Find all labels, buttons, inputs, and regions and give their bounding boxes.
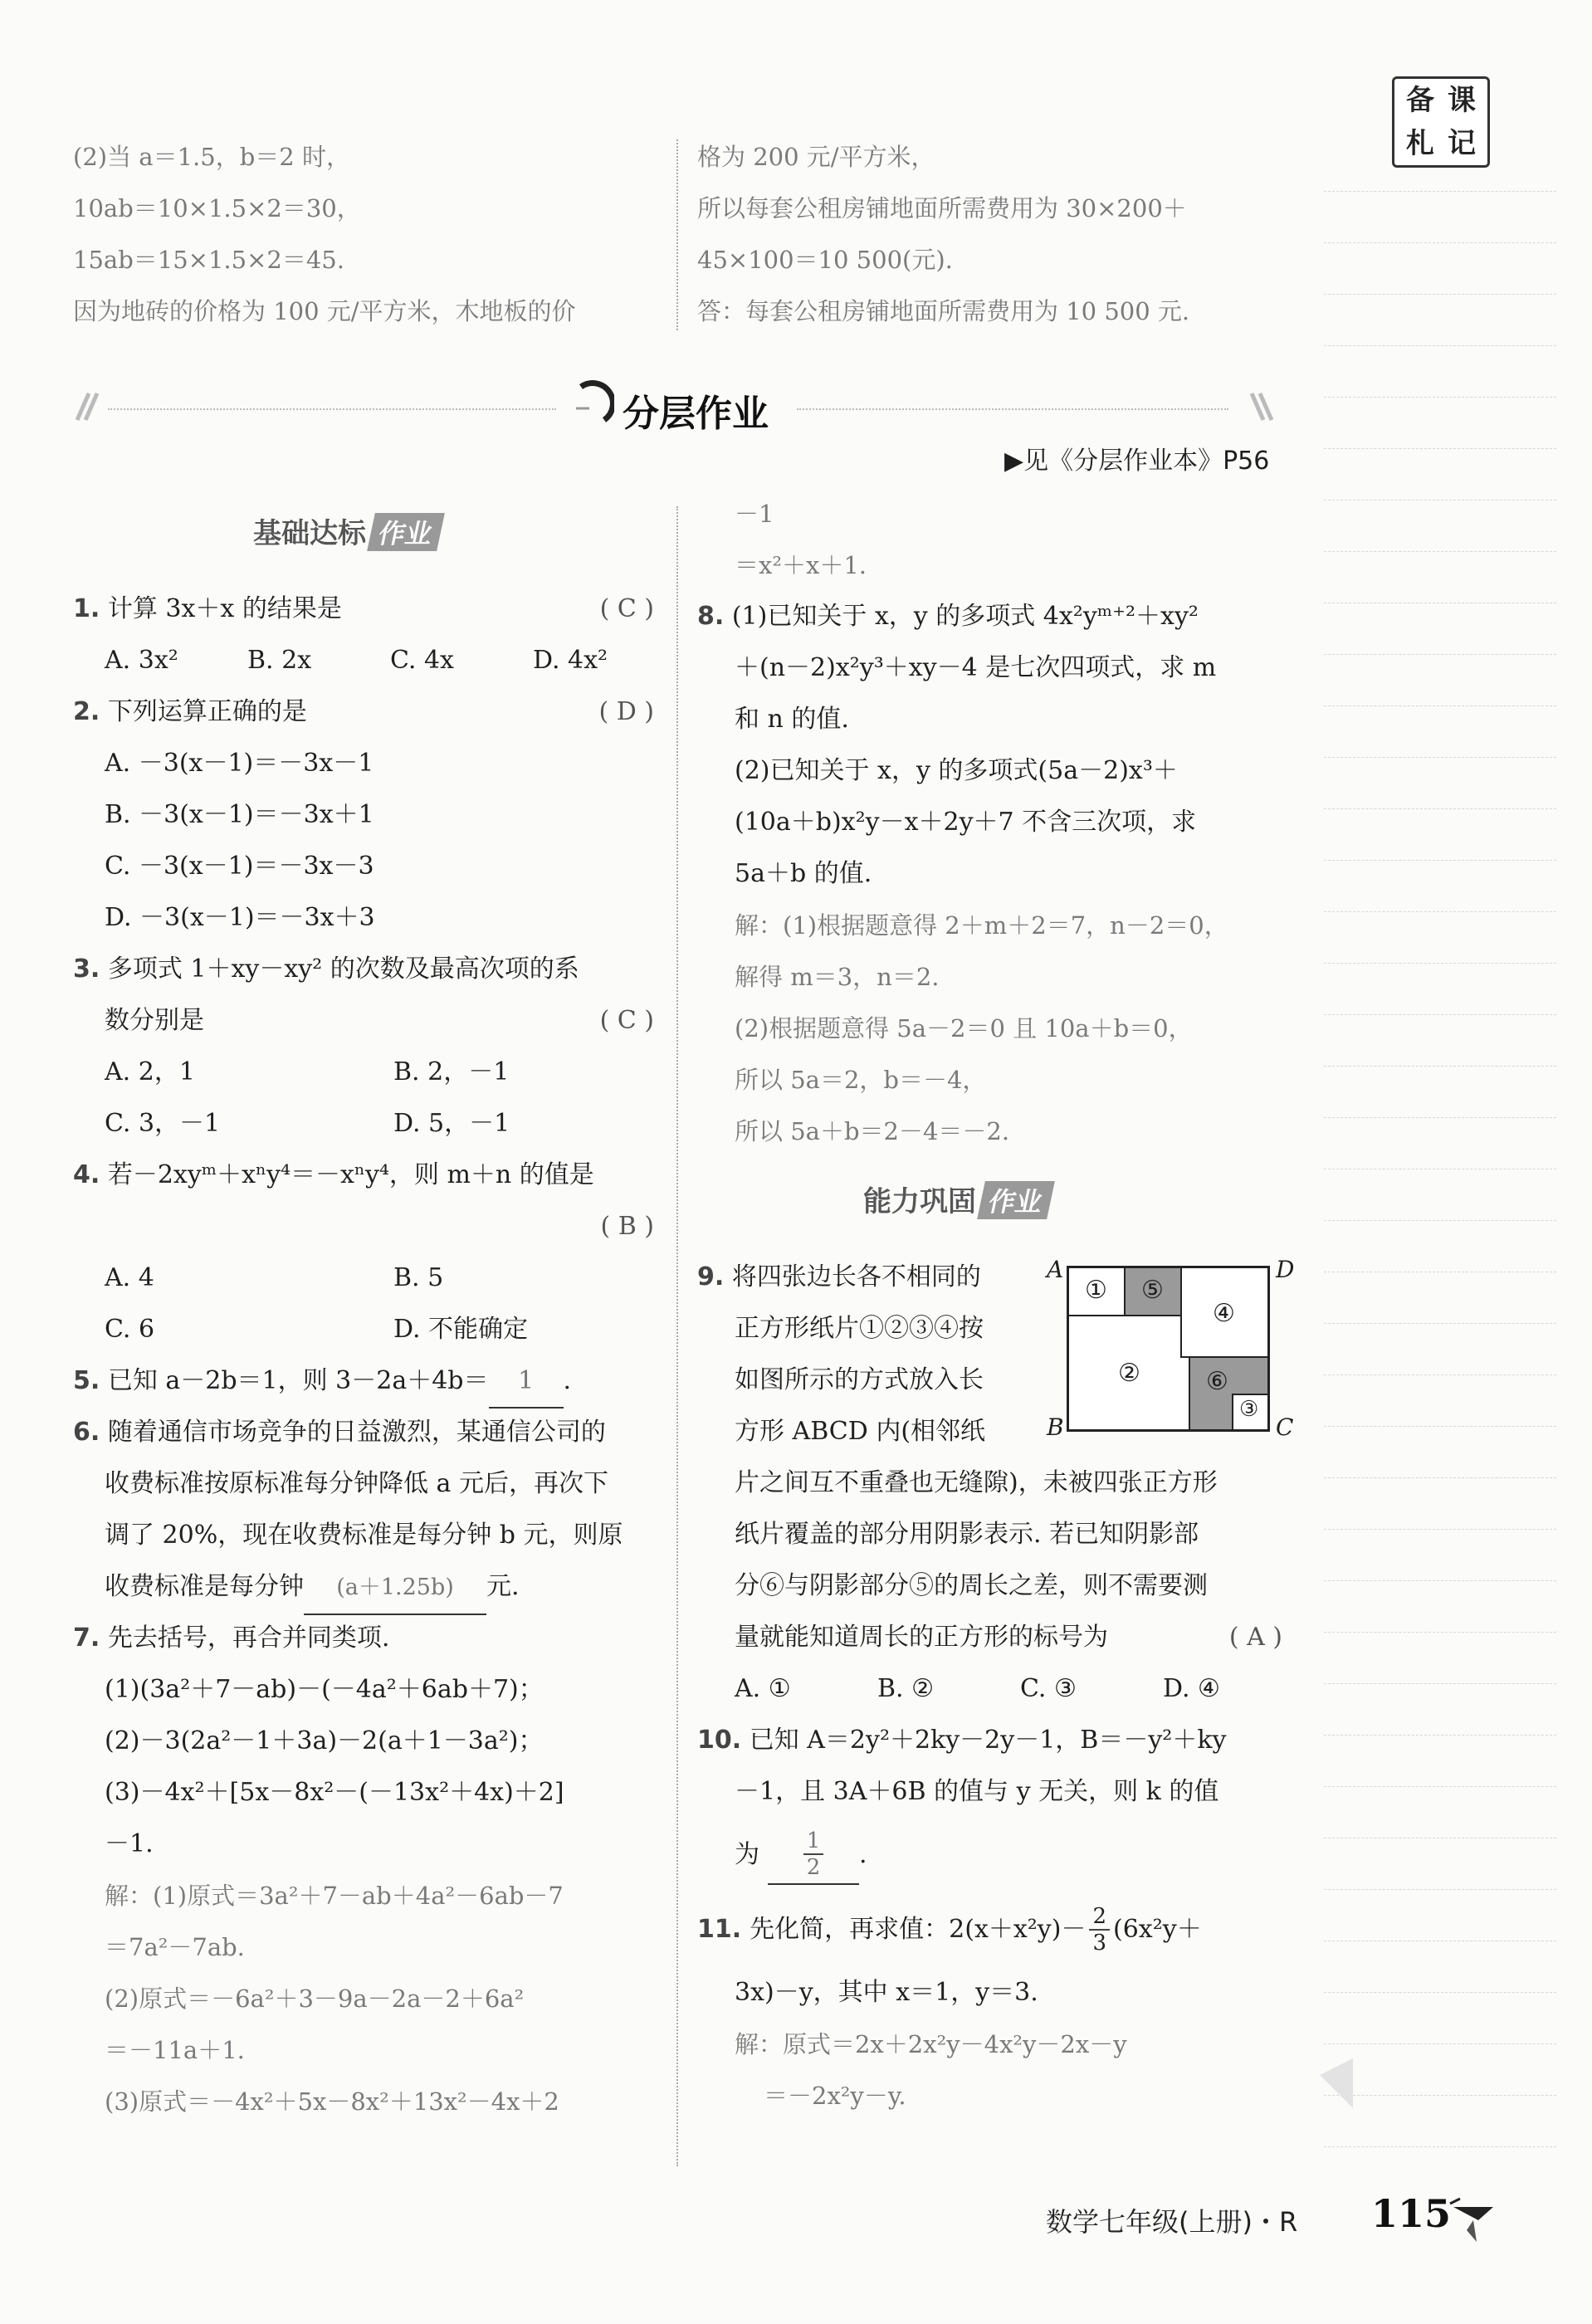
page-number: 115 bbox=[1371, 2191, 1452, 2236]
question-text: 计算 3x＋x 的结果是 bbox=[107, 594, 342, 623]
section-rule bbox=[797, 408, 1228, 410]
fraction bbox=[803, 1828, 824, 1880]
fill-blank-answer bbox=[768, 1825, 859, 1885]
note-rule-line bbox=[1324, 808, 1556, 809]
note-rule-line bbox=[1324, 191, 1556, 192]
badge-char: 备 bbox=[1406, 84, 1434, 117]
square-label: ⑤ bbox=[1141, 1276, 1164, 1305]
note-rule-line bbox=[1324, 1117, 1556, 1118]
note-rule-line bbox=[1324, 654, 1556, 655]
question-number: 7. bbox=[73, 1623, 100, 1653]
option: D. －3(x－1)＝－3x＋3 bbox=[105, 903, 375, 932]
answer-choice: ( A ) bbox=[1228, 1623, 1282, 1652]
sub-question: (1)(3a²＋7－ab)－(－4a²＋6ab＋7)； bbox=[105, 1675, 544, 1704]
question-text: 正方形纸片①②③④按 bbox=[735, 1314, 984, 1343]
lesson-notes-badge bbox=[1392, 76, 1490, 168]
question-text: 和 n 的值. bbox=[735, 705, 849, 734]
question-text: 为 bbox=[735, 1840, 759, 1869]
solution-line: 10ab＝10×1.5×2＝30， bbox=[73, 194, 361, 222]
question-number: 3. bbox=[73, 954, 100, 984]
punct: . bbox=[563, 1366, 572, 1395]
option: B. －3(x－1)＝－3x＋1 bbox=[105, 800, 374, 829]
fraction-numerator: 1 bbox=[803, 1828, 824, 1855]
note-rule-line bbox=[1324, 860, 1556, 861]
options-row bbox=[697, 1663, 1291, 1715]
sub-question: (3)－4x²＋[5x－8x²－(－13x²＋4x)＋2] bbox=[105, 1778, 564, 1807]
note-rule-line bbox=[1324, 1529, 1556, 1530]
question-3-cont bbox=[73, 995, 654, 1047]
options-row bbox=[73, 635, 654, 686]
question-4 bbox=[73, 1150, 654, 1201]
badge-char: 课 bbox=[1448, 84, 1476, 117]
question-number: 6. bbox=[73, 1418, 100, 1447]
column-divider bbox=[676, 139, 678, 330]
option: B. 2x bbox=[247, 646, 312, 675]
question-number: 4. bbox=[73, 1160, 100, 1189]
question-6-last bbox=[73, 1561, 654, 1613]
section-deco-icon bbox=[1245, 390, 1278, 423]
solution-line: (2)原式＝－6a²＋3－9a－2a－2＋6a² bbox=[105, 1985, 525, 2013]
question-text: 量就能知道周长的正方形的标号为 bbox=[735, 1623, 1108, 1652]
question-text: 如图所示的方式放入长 bbox=[735, 1365, 984, 1394]
note-rule-line bbox=[1324, 242, 1556, 243]
note-rule-line bbox=[1324, 1992, 1556, 1993]
solution-line: 15ab＝15×1.5×2＝45. bbox=[73, 246, 344, 274]
question-text: 调了 20%，现在收费标准是每分钟 b 元，则原 bbox=[105, 1521, 623, 1550]
square-label: ① bbox=[1085, 1276, 1107, 1305]
solution-line: ＝－11a＋1. bbox=[105, 2036, 245, 2064]
question-text: 若－2xyᵐ＋xⁿy⁴＝－xⁿy⁴，则 m＋n 的值是 bbox=[107, 1160, 594, 1189]
option: A. 4 bbox=[105, 1263, 154, 1292]
note-rule-line bbox=[1324, 345, 1556, 346]
square-label: ③ bbox=[1239, 1397, 1259, 1422]
question-text: 将四张边长各不相同的 bbox=[731, 1262, 981, 1291]
question-text: 5a＋b 的值. bbox=[735, 859, 872, 888]
option: C. 6 bbox=[105, 1315, 155, 1344]
option: A. 3x² bbox=[105, 646, 178, 675]
solution-line: －1 bbox=[735, 500, 774, 528]
option: C. ③ bbox=[1020, 1674, 1077, 1703]
note-rule-line bbox=[1324, 911, 1556, 912]
vertex-label: A bbox=[1047, 1256, 1064, 1283]
solution-line: (2)当 a＝1.5，b＝2 时， bbox=[73, 143, 350, 171]
square-label: ④ bbox=[1213, 1299, 1235, 1328]
question-1 bbox=[73, 583, 654, 635]
option: A. 2，1 bbox=[105, 1057, 195, 1086]
option: D. 不能确定 bbox=[393, 1315, 529, 1344]
note-rule-line bbox=[1324, 1066, 1556, 1067]
basic-level-badge bbox=[253, 510, 441, 551]
top-left-solution bbox=[73, 131, 662, 337]
book-footer: 数学七年级(上册)・R bbox=[1046, 2206, 1298, 2238]
question-text: (6x²y＋ bbox=[1113, 1915, 1202, 1944]
question-10 bbox=[697, 1715, 1291, 1766]
vertex-label: C bbox=[1276, 1413, 1294, 1441]
badge-char: 记 bbox=[1448, 127, 1476, 160]
options-row bbox=[73, 1098, 654, 1150]
section-deco-icon bbox=[71, 390, 104, 423]
question-text: 已知 a－2b＝1，则 3－2a＋4b＝ bbox=[107, 1366, 489, 1395]
section-title: 分层作业 bbox=[623, 393, 769, 435]
note-rule-line bbox=[1324, 1374, 1556, 1375]
punct: . bbox=[859, 1840, 867, 1869]
option: C. 3，－1 bbox=[105, 1109, 221, 1138]
question-number: 8. bbox=[697, 602, 725, 631]
answer-choice: ( D ) bbox=[598, 697, 654, 726]
question-text: 纸片覆盖的部分用阴影表示. 若已知阴影部 bbox=[735, 1520, 1199, 1549]
note-rule-line bbox=[1324, 397, 1556, 398]
answer-choice: ( C ) bbox=[599, 1006, 654, 1035]
option: A. －3(x－1)＝－3x－1 bbox=[105, 749, 374, 778]
question-number: 11. bbox=[697, 1915, 742, 1944]
question-number: 5. bbox=[73, 1366, 100, 1395]
question-9-last bbox=[697, 1612, 1291, 1663]
top-right-solution bbox=[697, 131, 1295, 337]
sub-question: －1. bbox=[105, 1829, 154, 1858]
sub-question: (2)－3(2a²－1＋3a)－2(a＋1－3a²)； bbox=[105, 1726, 544, 1755]
vertex-label: B bbox=[1047, 1413, 1064, 1441]
question-text: (2)已知关于 x，y 的多项式(5a－2)x³＋ bbox=[735, 756, 1178, 785]
question-text: 先化简，再求值：2(x＋x²y)－ bbox=[750, 1915, 1087, 1944]
options-row bbox=[73, 1304, 654, 1355]
ability-level-badge bbox=[863, 1179, 1051, 1219]
question-text: 数分别是 bbox=[105, 1006, 204, 1035]
question-text: 已知 A＝2y²＋2ky－2y－1，B＝－y²＋ky bbox=[749, 1726, 1227, 1755]
options-row bbox=[73, 1252, 654, 1304]
note-rule-line bbox=[1324, 1786, 1556, 1787]
note-rule-line bbox=[1324, 2095, 1556, 2096]
question-number: 1. bbox=[73, 594, 100, 623]
note-rule-line bbox=[1324, 1323, 1556, 1324]
note-rule-line bbox=[1324, 757, 1556, 758]
question-text: 收费标准按原标准每分钟降低 a 元后，再次下 bbox=[105, 1469, 608, 1498]
square-label: ② bbox=[1118, 1359, 1140, 1388]
solution-line: ＝7a²－7ab. bbox=[105, 1933, 245, 1961]
answer-choice: ( C ) bbox=[599, 594, 654, 623]
answer-choice: ( B ) bbox=[600, 1212, 654, 1241]
fraction-denominator: 3 bbox=[1092, 1931, 1107, 1955]
option: D. 4x² bbox=[533, 646, 608, 675]
note-rule-line bbox=[1324, 2146, 1556, 2147]
fraction-numerator: 2 bbox=[1089, 1904, 1110, 1931]
note-rule-line bbox=[1324, 1580, 1556, 1581]
question-text: －1，且 3A＋6B 的值与 y 无关，则 k 的值 bbox=[735, 1777, 1219, 1806]
question-text: 随着通信市场竞争的日益激烈，某通信公司的 bbox=[107, 1418, 606, 1447]
question-3 bbox=[73, 944, 654, 995]
note-rule-line bbox=[1324, 1889, 1556, 1890]
badge-tag: 作业 bbox=[367, 513, 445, 551]
question-7 bbox=[73, 1613, 654, 1664]
note-rule-line bbox=[1324, 1683, 1556, 1684]
note-rule-line bbox=[1324, 2043, 1556, 2044]
arrow-deco-icon bbox=[1448, 2195, 1498, 2245]
left-column bbox=[73, 583, 654, 2127]
options-row bbox=[73, 1047, 654, 1098]
answer-line bbox=[73, 1201, 654, 1252]
question-text: 多项式 1＋xy－xy² 的次数及最高次项的系 bbox=[107, 954, 579, 984]
notes-ruled-area bbox=[1324, 191, 1556, 2216]
option: C. －3(x－1)＝－3x－3 bbox=[105, 852, 374, 881]
fill-blank-answer: 1 bbox=[489, 1355, 564, 1409]
fill-blank-answer: (a＋1.25b) bbox=[304, 1562, 486, 1615]
note-rule-line bbox=[1324, 551, 1556, 552]
workbook-reference: ▶见《分层作业本》P56 bbox=[1004, 447, 1270, 476]
note-rule-line bbox=[1324, 294, 1556, 295]
section-rule bbox=[108, 408, 556, 410]
question-number: 2. bbox=[73, 697, 100, 726]
column-divider bbox=[676, 506, 678, 2166]
note-rule-line bbox=[1324, 1426, 1556, 1427]
question-text: 收费标准是每分钟 bbox=[105, 1572, 304, 1601]
solution-line: (2)根据题意得 5a－2＝0 且 10a＋b＝0， bbox=[735, 1014, 1193, 1042]
question-2 bbox=[73, 686, 654, 738]
solution-line: ＝－2x²y－y. bbox=[764, 2082, 906, 2110]
section-swoosh-icon bbox=[573, 380, 614, 430]
right-column bbox=[697, 488, 1282, 1157]
solution-line: 解得 m＝3，n＝2. bbox=[735, 963, 940, 991]
solution-line: 解：(1)根据题意得 2＋m＋2＝7，n－2＝0， bbox=[735, 911, 1228, 940]
note-rule-line bbox=[1324, 1014, 1556, 1015]
solution-line: 答：每套公租房铺地面所需费用为 10 500 元. bbox=[697, 297, 1190, 325]
option: D. ④ bbox=[1163, 1674, 1220, 1703]
question-10-answer bbox=[697, 1818, 1291, 1892]
question-text: 片之间互不重叠也无缝隙)，未被四张正方形 bbox=[735, 1468, 1218, 1497]
badge-main: 基础达标 bbox=[253, 517, 366, 550]
question-number: 9. bbox=[697, 1262, 725, 1291]
solution-line: 格为 200 元/平方米， bbox=[697, 143, 935, 171]
option: B. 2，－1 bbox=[393, 1057, 510, 1086]
question-text: 元. bbox=[486, 1572, 520, 1601]
solution-line: 因为地砖的价格为 100 元/平方米，木地板的价 bbox=[73, 297, 576, 325]
question-text: 3x)－y，其中 x＝1，y＝3. bbox=[735, 1978, 1038, 2007]
question-5 bbox=[73, 1355, 654, 1407]
rectangle-abcd-figure bbox=[1047, 1256, 1295, 1441]
question-6 bbox=[73, 1407, 654, 1458]
question-text: 下列运算正确的是 bbox=[107, 697, 307, 726]
solution-line: 所以每套公租房铺地面所需费用为 30×200＋ bbox=[697, 194, 1187, 222]
note-rule-line bbox=[1324, 1477, 1556, 1478]
question-number: 10. bbox=[697, 1726, 742, 1755]
solution-line: 所以 5a＋b＝2－4＝－2. bbox=[735, 1117, 1010, 1145]
question-text: 分⑥与阴影部分⑤的周长之差，则不需要测 bbox=[735, 1571, 1208, 1600]
badge-main: 能力巩固 bbox=[863, 1185, 976, 1218]
note-rule-line bbox=[1324, 1735, 1556, 1736]
option: C. 4x bbox=[390, 646, 454, 675]
question-text: (10a＋b)x²y－x＋2y＋7 不含三次项，求 bbox=[735, 808, 1197, 837]
question-text: (1)已知关于 x，y 的多项式 4x²yᵐ⁺²＋xy² bbox=[731, 602, 1199, 631]
badge-tag: 作业 bbox=[977, 1181, 1055, 1219]
badge-char: 札 bbox=[1406, 127, 1434, 160]
question-8 bbox=[697, 591, 1282, 642]
note-rule-line bbox=[1324, 1220, 1556, 1221]
note-rule-line bbox=[1324, 963, 1556, 964]
page-corner-deco-icon bbox=[1320, 2058, 1353, 2108]
vertex-label: D bbox=[1276, 1256, 1295, 1283]
solution-line: ＝x²＋x＋1. bbox=[735, 551, 867, 579]
solution-line: (3)原式＝－4x²＋5x－8x²＋13x²－4x＋2 bbox=[105, 2087, 559, 2116]
note-rule-line bbox=[1324, 448, 1556, 449]
solution-line: 解：(1)原式＝3a²＋7－ab＋4a²－6ab－7 bbox=[105, 1882, 564, 1910]
solution-line: 解：原式＝2x＋2x²y－4x²y－2x－y bbox=[735, 2030, 1127, 2058]
option: D. 5，－1 bbox=[393, 1109, 510, 1138]
fraction-denominator: 2 bbox=[806, 1855, 821, 1880]
question-text: 方形 ABCD 内(相邻纸 bbox=[735, 1417, 986, 1446]
solution-line: 所以 5a＝2，b＝－4， bbox=[735, 1066, 987, 1094]
question-11 bbox=[697, 1892, 1291, 1967]
option: B. 5 bbox=[393, 1263, 444, 1292]
question-text: ＋(n－2)x²y³＋xy－4 是七次四项式，求 m bbox=[735, 653, 1217, 682]
fraction bbox=[1089, 1904, 1110, 1955]
option: A. ① bbox=[735, 1674, 791, 1703]
option: B. ② bbox=[877, 1674, 935, 1703]
solution-line: 45×100＝10 500(元). bbox=[697, 246, 953, 274]
square-label: ⑥ bbox=[1206, 1367, 1228, 1396]
question-text: 先去括号，再合并同类项. bbox=[107, 1623, 390, 1653]
note-rule-line bbox=[1324, 1632, 1556, 1633]
